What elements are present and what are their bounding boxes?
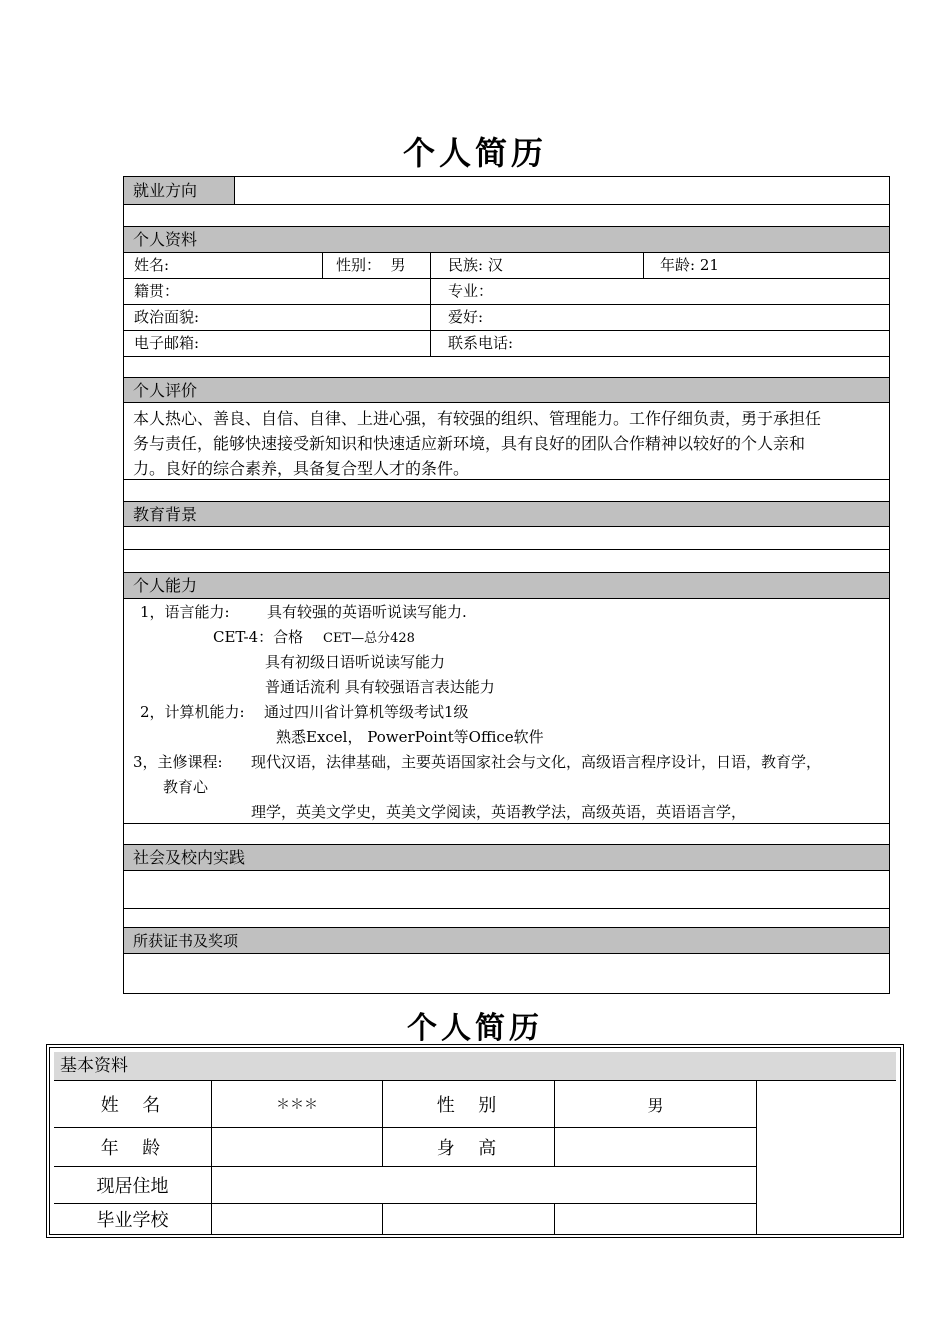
height-label: 身 高 (383, 1128, 555, 1167)
phone-field[interactable]: 联系电话: (430, 331, 889, 356)
self-evaluation-text (124, 403, 889, 480)
cet-label: CET-4：合格 (213, 628, 304, 646)
awards-field[interactable] (124, 954, 889, 993)
gender-value[interactable]: 男 (555, 1081, 757, 1128)
computer-ability-text: 熟悉Excel， PowerPoint等Office软件 (276, 728, 544, 746)
self-evaluation-line: 本人热心、善良、自信、自律、上进心强，有较强的组织、管理能力。工作仔细负责，勇于承担任 (133, 409, 822, 428)
school-label: 毕业学校 (54, 1204, 212, 1234)
age-field[interactable]: 年龄: 21 (643, 253, 889, 278)
courses-text: 理学，英美文学史，英美文学阅读，英语教学法，高级英语，英语语言学， (251, 803, 747, 821)
courses-text: 教育心 (163, 778, 209, 796)
name-field[interactable]: 姓名: (134, 256, 170, 274)
abilities-content (124, 599, 889, 824)
section-education: 教育背景 (124, 502, 889, 527)
info-row-1 (124, 253, 889, 279)
spacer-row (124, 824, 889, 845)
spacer-row (124, 357, 889, 378)
self-evaluation-line: 力。良好的综合素养，具备复合型人才的条件。 (133, 459, 470, 478)
hobby-field[interactable]: 爱好: (430, 305, 889, 330)
spacer-row (124, 480, 889, 502)
job-direction-row (124, 177, 889, 205)
school-extra-1[interactable] (383, 1204, 555, 1234)
address-value[interactable] (212, 1167, 757, 1204)
school-value[interactable] (212, 1204, 383, 1234)
political-status-field[interactable]: 政治面貌: (134, 308, 200, 326)
courses-text: 现代汉语，法律基础，主要英语国家社会与文化，高级语言程序设计，日语，教育学， (251, 753, 822, 771)
resume-title-2: 个人简历 (407, 1011, 543, 1046)
section-personal-info: 个人资料 (124, 227, 889, 253)
name-value[interactable]: ＊＊＊ (212, 1081, 383, 1128)
section-self-evaluation: 个人评价 (124, 378, 889, 403)
spacer-row (124, 909, 889, 928)
section-practice: 社会及校内实践 (124, 845, 889, 871)
age-value[interactable] (212, 1128, 383, 1167)
address-label: 现居住地 (54, 1167, 212, 1204)
ethnicity-field[interactable]: 民族: 汉 (430, 253, 643, 278)
info-row-3 (124, 305, 889, 331)
job-direction-field[interactable] (235, 177, 889, 204)
email-field[interactable]: 电子邮箱: (134, 334, 200, 352)
gender-field[interactable]: 性别： 男 (322, 253, 430, 278)
spacer-row (124, 205, 889, 227)
height-value[interactable] (555, 1128, 757, 1167)
self-evaluation-line: 务与责任，能够快速接受新知识和快速适应新环境，具有良好的团队合作精神以较好的个人亲和 (133, 434, 806, 453)
school-extra-2[interactable] (555, 1204, 757, 1234)
language-ability-label: 1，语言能力: (140, 603, 230, 621)
courses-label: 3，主修课程: (133, 753, 223, 771)
basic-info-form (46, 1044, 904, 1238)
practice-field[interactable] (124, 871, 889, 909)
section-abilities: 个人能力 (124, 573, 889, 599)
major-field[interactable]: 专业： (430, 279, 889, 304)
section-awards: 所获证书及奖项 (124, 928, 889, 954)
photo-box[interactable] (757, 1081, 904, 1234)
info-row-2 (124, 279, 889, 305)
language-ability-text: 具有初级日语听说读写能力 (265, 653, 446, 671)
cet-score: CET—总分428 (323, 631, 415, 646)
education-row[interactable] (124, 527, 889, 550)
basic-info-header: 基本资料 (54, 1052, 896, 1081)
computer-ability-label: 2，计算机能力: (140, 703, 245, 721)
job-direction-label: 就业方向 (124, 177, 235, 204)
resume-title: 个人简历 (402, 134, 547, 172)
hometown-field[interactable]: 籍贯： (134, 282, 180, 300)
name-label: 姓 名 (54, 1081, 212, 1128)
gender-label: 性 别 (383, 1081, 555, 1128)
education-row[interactable] (124, 550, 889, 573)
info-row-4 (124, 331, 889, 357)
resume-form (123, 176, 890, 994)
age-label: 年 龄 (54, 1128, 212, 1167)
language-ability-text: 具有较强的英语听说读写能力. (267, 603, 467, 621)
language-ability-text: 普通话流利 具有较强语言表达能力 (265, 678, 495, 696)
computer-ability-text: 通过四川省计算机等级考试1级 (264, 703, 469, 721)
